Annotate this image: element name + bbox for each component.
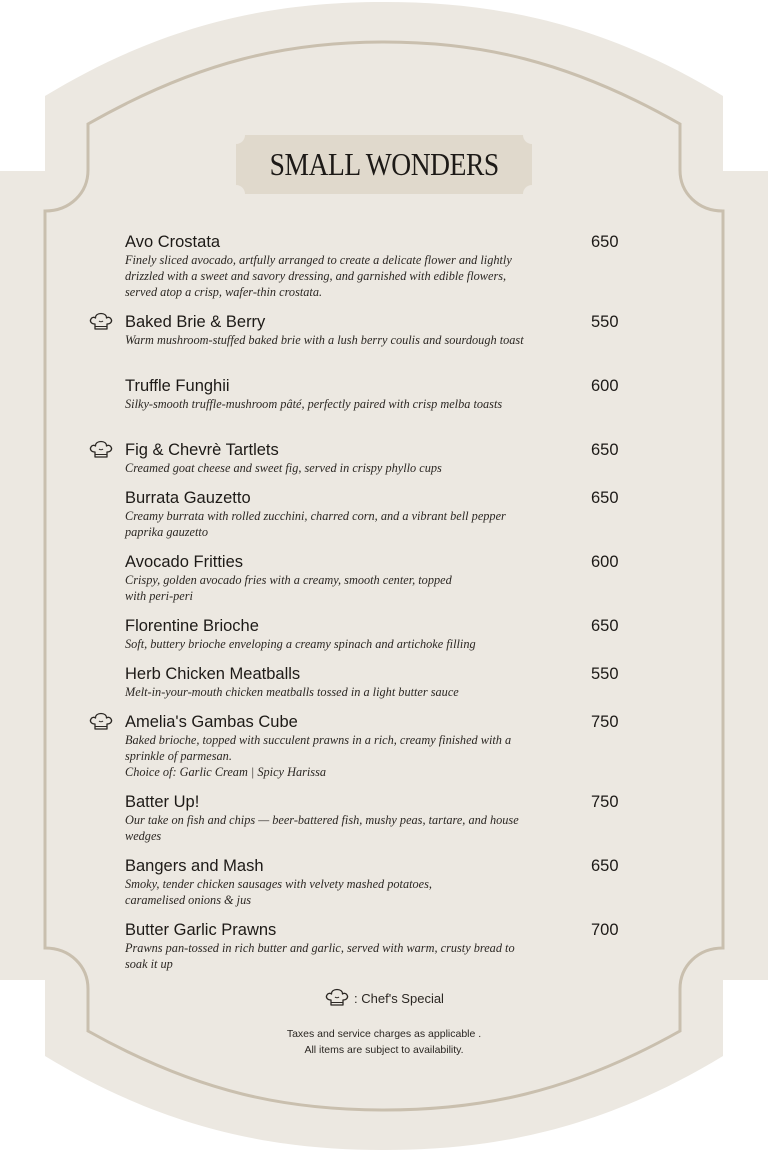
item-description: Silky-smooth truffle-mushroom pâté, perfectly paired with crisp melba toasts <box>125 397 503 411</box>
menu-item <box>125 920 625 972</box>
item-price: 700 <box>591 921 619 939</box>
item-price: 550 <box>591 313 619 331</box>
menu-item <box>125 376 625 412</box>
item-price: 650 <box>591 233 619 251</box>
menu-item <box>125 312 625 348</box>
item-description: Prawns pan-tossed in rich butter and garlic, served with warm, crusty bread to soak it up <box>125 941 515 971</box>
item-price: 600 <box>591 553 619 571</box>
item-price: 550 <box>591 665 619 683</box>
item-name: Batter Up! <box>125 793 200 811</box>
item-price: 650 <box>591 441 619 459</box>
item-name: Avocado Fritties <box>125 553 243 571</box>
chef-hat-icon <box>88 712 114 732</box>
item-price: 750 <box>591 793 619 811</box>
legend-label: : Chef's Special <box>354 990 444 1006</box>
footnote-availability: All items are subject to availability. <box>304 1044 464 1056</box>
item-price: 650 <box>591 857 619 875</box>
item-description: Finely sliced avocado, artfully arranged to create a delicate flower and lightly drizzled with a sweet and savory dressing, and garnished with edible flowers, served atop a crisp, wafer-thin crostata. <box>125 253 512 299</box>
item-description: Soft, buttery brioche enveloping a creamy spinach and artichoke filling <box>125 637 476 651</box>
item-description: Baked brioche, topped with succulent prawns in a rich, creamy finished with a sprinkle of parmesan. <box>125 733 512 763</box>
item-description: Creamy burrata with rolled zucchini, charred corn, and a vibrant bell pepper paprika gauzetto <box>125 509 506 539</box>
section-title-plate <box>236 135 532 194</box>
item-name: Burrata Gauzetto <box>125 489 251 507</box>
item-description: Creamed goat cheese and sweet fig, served in crispy phyllo cups <box>125 461 442 475</box>
menu-item <box>125 232 625 300</box>
chef-hat-icon <box>324 988 350 1008</box>
item-name: Butter Garlic Prawns <box>125 921 277 939</box>
item-description: Smoky, tender chicken sausages with velvety mashed potatoes, caramelised onions & jus <box>125 877 432 907</box>
item-name: Truffle Funghii <box>125 377 230 395</box>
menu-item <box>125 488 625 540</box>
chef-hat-icon <box>88 440 114 460</box>
item-price: 650 <box>591 489 619 507</box>
menu-item <box>125 712 625 780</box>
item-price: 750 <box>591 713 619 731</box>
item-choice-options: Choice of: Garlic Cream | Spicy Harissa <box>125 765 327 779</box>
chef-special-legend <box>0 988 768 1008</box>
menu-item <box>125 440 625 476</box>
item-name: Bangers and Mash <box>125 857 264 875</box>
item-name: Herb Chicken Meatballs <box>125 665 301 683</box>
item-price: 600 <box>591 377 619 395</box>
item-price: 650 <box>591 617 619 635</box>
item-description: Warm mushroom-stuffed baked brie with a lush berry coulis and sourdough toast <box>125 333 524 347</box>
menu-item <box>125 616 625 652</box>
chef-hat-icon <box>88 312 114 332</box>
menu-item <box>125 792 625 844</box>
item-description: Our take on fish and chips — beer-battered fish, mushy peas, tartare, and house wedges <box>125 813 519 843</box>
item-name: Florentine Brioche <box>125 617 259 635</box>
item-name: Amelia's Gambas Cube <box>125 713 298 731</box>
menu-item <box>125 856 625 908</box>
item-name: Baked Brie & Berry <box>125 313 266 331</box>
footnote <box>0 1026 768 1058</box>
item-description: Crispy, golden avocado fries with a creamy, smooth center, topped with peri-peri <box>125 573 452 603</box>
item-description: Melt-in-your-mouth chicken meatballs tossed in a light butter sauce <box>125 685 459 699</box>
menu-item <box>125 552 625 604</box>
item-name: Avo Crostata <box>125 233 221 251</box>
footnote-taxes: Taxes and service charges as applicable . <box>286 1028 482 1040</box>
section-title: SMALL WONDERS <box>269 146 499 182</box>
menu-item <box>125 664 625 700</box>
item-name: Fig & Chevrè Tartlets <box>125 441 279 459</box>
